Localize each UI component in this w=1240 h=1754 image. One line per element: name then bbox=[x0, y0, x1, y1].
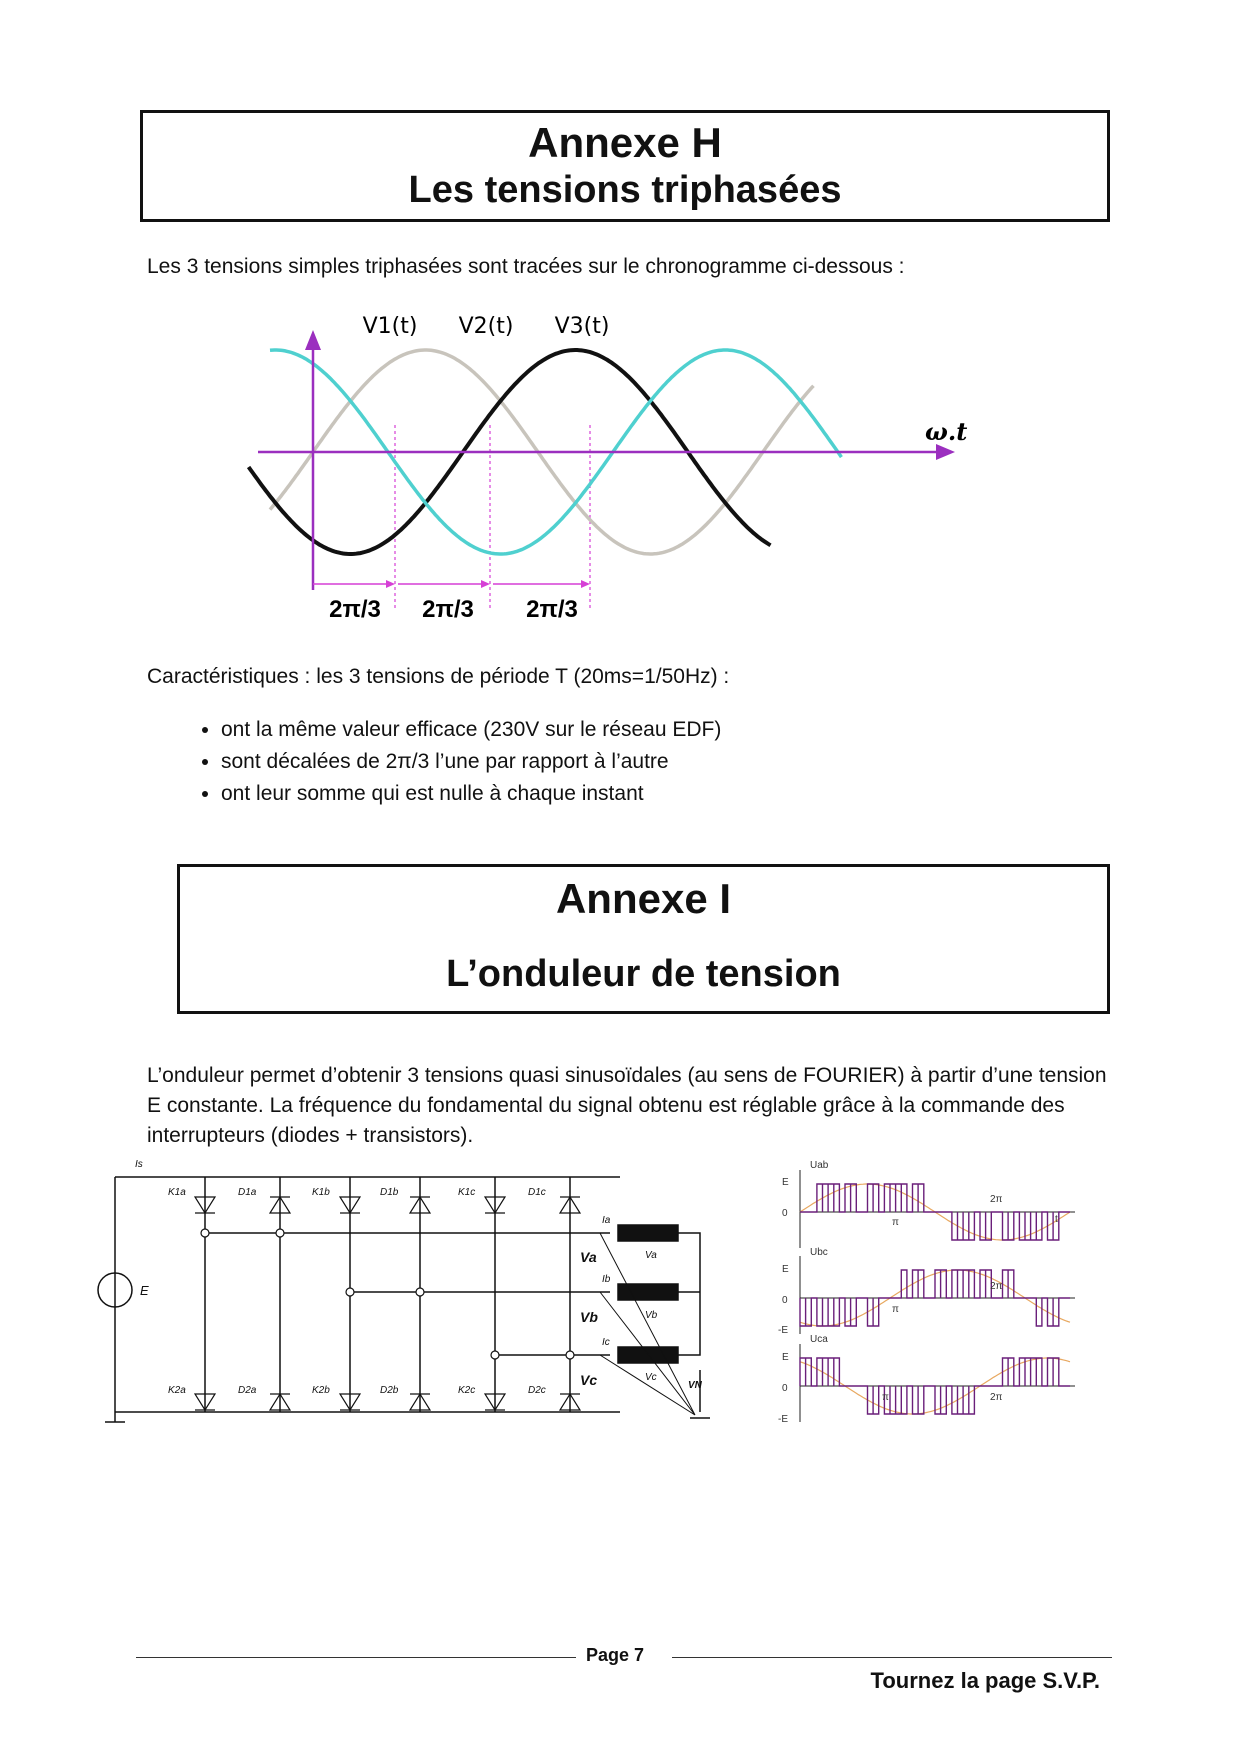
node-3 bbox=[416, 1288, 424, 1296]
turn-page-note: Tournez la page S.V.P. bbox=[870, 1668, 1100, 1693]
annexe-i-intro: L’onduleur permet d’obtenir 3 tensions quasi sinusoïdales (au sens de FOURIER) à partir d’une tension E constante. La fréquence du fondamental du signal obtenu est réglable grâce à la commande des interrupteurs (diodes + transistors). bbox=[147, 1064, 1107, 1147]
pi-label: π bbox=[882, 1392, 889, 1403]
page-number: Page 7 bbox=[586, 1645, 645, 1665]
switch-label: D1c bbox=[528, 1187, 546, 1198]
list-item: • ont la même valeur efficace (230V sur le réseau EDF) bbox=[221, 714, 721, 746]
node-0 bbox=[201, 1229, 209, 1237]
list-item: • sont décalées de 2π/3 l’une par rapport à l’autre bbox=[221, 746, 721, 778]
switch-label: K1c bbox=[458, 1187, 476, 1198]
load-voltage-label: Vc bbox=[645, 1372, 657, 1383]
characteristics-list bbox=[177, 714, 721, 810]
level-label: E bbox=[782, 1177, 789, 1188]
load-voltage-label: Va bbox=[645, 1250, 657, 1261]
plot-label-uab: Uab bbox=[810, 1160, 829, 1171]
annexe-h-intro: Les 3 tensions simples triphasées sont tracées sur le chronogramme ci-dessous : bbox=[147, 255, 905, 278]
annexe-i-title: Annexe I bbox=[555, 875, 732, 922]
current-label: Is bbox=[135, 1159, 143, 1170]
legend-v1: V1(t) bbox=[362, 314, 418, 339]
switch-label: D2b bbox=[380, 1385, 399, 1396]
phase-shift-arrowhead-1 bbox=[386, 580, 395, 588]
waveform-layer bbox=[800, 1170, 1075, 1422]
switch-label: K1a bbox=[168, 1187, 186, 1198]
switch-label: K1b bbox=[312, 1187, 330, 1198]
node-2 bbox=[346, 1288, 354, 1296]
source-label: E bbox=[140, 1283, 149, 1298]
phase-current-label: Ic bbox=[602, 1337, 610, 1348]
legend-v3: V3(t) bbox=[554, 314, 610, 339]
level-label: 0 bbox=[782, 1208, 788, 1219]
plot-label-uca: Uca bbox=[810, 1334, 828, 1345]
annexe-h-title: Annexe H bbox=[528, 119, 722, 166]
annexe-i-subtitle: L’onduleur de tension bbox=[446, 953, 841, 995]
level-label: 0 bbox=[782, 1383, 788, 1394]
y-axis-arrow bbox=[305, 330, 321, 350]
switch-label: D1b bbox=[380, 1187, 399, 1198]
legend-v2: V2(t) bbox=[458, 314, 514, 339]
node-5 bbox=[566, 1351, 574, 1359]
list-item: • ont leur somme qui est nulle à chaque instant bbox=[221, 778, 721, 810]
three-phase-chart bbox=[0, 0, 1240, 640]
level-label: E bbox=[782, 1352, 789, 1363]
phase-voltage-label: Va bbox=[580, 1249, 597, 1265]
load-voltage-label: Vb bbox=[645, 1310, 658, 1321]
node-4 bbox=[491, 1351, 499, 1359]
annexe-h-subtitle: Les tensions triphasées bbox=[408, 169, 842, 211]
inverter-circuit-diagram bbox=[80, 1150, 720, 1450]
annexe-i-title-box bbox=[177, 864, 1110, 1014]
node-1 bbox=[276, 1229, 284, 1237]
switch-label: K2a bbox=[168, 1385, 186, 1396]
two-pi-label: 2π bbox=[990, 1194, 1003, 1205]
level-label: -E bbox=[778, 1414, 788, 1425]
switch-label: K2b bbox=[312, 1385, 330, 1396]
inverter-waveforms bbox=[770, 1150, 1090, 1440]
switch-label: D1a bbox=[238, 1187, 257, 1198]
phase-shift-label-1: 2π/3 bbox=[329, 596, 381, 623]
two-pi-label: 2π bbox=[990, 1281, 1003, 1292]
phase-voltage-label: Vb bbox=[580, 1309, 598, 1325]
phase-shift-arrowhead-2 bbox=[481, 580, 490, 588]
switch-label: D2c bbox=[528, 1385, 546, 1396]
diode-layer bbox=[195, 1197, 580, 1410]
phase-shift-arrowhead-3 bbox=[581, 580, 590, 588]
phase-current-label: Ia bbox=[602, 1215, 611, 1226]
footer-rule-left bbox=[136, 1657, 576, 1658]
switch-label: D2a bbox=[238, 1385, 257, 1396]
x-axis-arrow bbox=[936, 444, 955, 460]
level-label: -E bbox=[778, 1325, 788, 1336]
pi-label: π bbox=[892, 1304, 899, 1315]
t-label: t bbox=[1055, 1214, 1058, 1225]
switch-label: K2c bbox=[458, 1385, 476, 1396]
characteristics-intro: Caractéristiques : les 3 tensions de période T (20ms=1/50Hz) : bbox=[147, 665, 730, 688]
phase-shift-label-2: 2π/3 bbox=[422, 596, 474, 623]
pi-label: π bbox=[892, 1217, 899, 1228]
plot-label-ubc: Ubc bbox=[810, 1247, 828, 1258]
x-axis-label: ω.t bbox=[925, 417, 968, 446]
two-pi-label: 2π bbox=[990, 1392, 1003, 1403]
pwm-waveform-1 bbox=[800, 1270, 1070, 1326]
phase-current-label: Ib bbox=[602, 1274, 611, 1285]
phase-shift-label-3: 2π/3 bbox=[526, 596, 578, 623]
level-label: 0 bbox=[782, 1295, 788, 1306]
neutral-voltage-label: VN bbox=[688, 1380, 702, 1391]
footer-rule-right bbox=[672, 1657, 1112, 1658]
phase-voltage-label: Vc bbox=[580, 1372, 598, 1388]
level-label: E bbox=[782, 1264, 789, 1275]
